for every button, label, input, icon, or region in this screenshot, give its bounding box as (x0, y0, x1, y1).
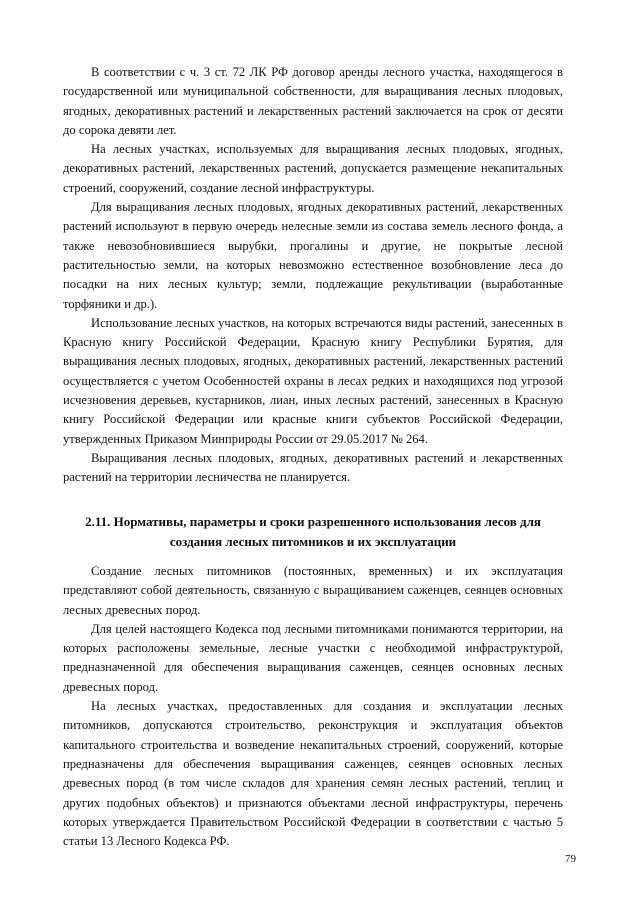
paragraph: В соответствии с ч. 3 ст. 72 ЛК РФ договор аренды лесного участка, находящегося в государственной или муниципальной собственности, для выращивания лесных плодовых, ягодных, декоративных растений и лекарственных растений заключается на срок от десяти до сорока девяти лет. (63, 65, 563, 137)
paragraph: Создание лесных питомников (постоянных, временных) и их эксплуатация представляют собой деятельность, связанную с выращиванием саженцев, сеянцев основных лесных древесных пород. (63, 564, 563, 617)
paragraph: Выращивания лесных плодовых, ягодных, декоративных растений и лекарственных растений на территории лесничества не планируется. (63, 450, 563, 485)
body-text-bottom (63, 562, 563, 851)
page-number: 79 (565, 853, 576, 865)
body-text-top (63, 63, 563, 488)
paragraph: На лесных участках, используемых для выращивания лесных плодовых, ягодных, декоративных растений, лекарственных растений, допускается размещение некапитальных строений, сооружений, создание лесной инфраструктуры. (63, 142, 563, 195)
section-heading: 2.11. Нормативы, параметры и сроки разрешенного использования лесов для создания лесных питомников и их эксплуатации (85, 514, 541, 549)
paragraph: Использование лесных участков, на которых встречаются виды растений, занесенных в Красную книгу Российской Федерации, Красную книгу Республики Бурятия, для выращивания лесных плодовых, ягодных, декоративных растений, лекарственных растений осуществляется с учетом Особенностей охраны в лесах редких и находящихся под угрозой исчезновения деревьев, кустарников, лиан, иных лесных растений, занесенных в Красную книгу Российской Федерации или красные книги субъектов Российской Федерации, утвержденных Приказом Минприроды России от 29.05.2017 № 264. (63, 315, 563, 446)
paragraph: Для выращивания лесных плодовых, ягодных декоративных растений, лекарственных растений используют в первую очередь нелесные земли из состава земель лесного фонда, а также невозобновившиеся вырубки, прогалины и другие, не покрытые лесной растительностью земли, на которых невозможно естественное возобновление леса до посадки на них лесных культур; земли, подлежащие рекультивации (выработанные торфяники и др.). (63, 200, 563, 311)
paragraph: На лесных участках, предоставленных для создания и эксплуатации лесных питомников, допускаются строительство, реконструкция и эксплуатация объектов капитального строительства и возведение некапитальных строений, сооружений, которые предназначены для обеспечения выращивания саженцев, сеянцев основных лесных древесных пород (в том числе складов для хранения семян лесных растений, теплиц и других подобных объектов) и признаются объектами лесной инфраструктуры, перечень которых утверждается Правительством Российской Федерации в соответствии с частью 5 статьи 13 Лесного Кодекса РФ. (63, 699, 563, 849)
paragraph: Для целей настоящего Кодекса под лесными питомниками понимаются территории, на которых расположены земельные, лесные участки с необходимой инфраструктурой, предназначенной для обеспечения выращивания саженцев, сеянцев основных лесных древесных пород. (63, 621, 563, 694)
